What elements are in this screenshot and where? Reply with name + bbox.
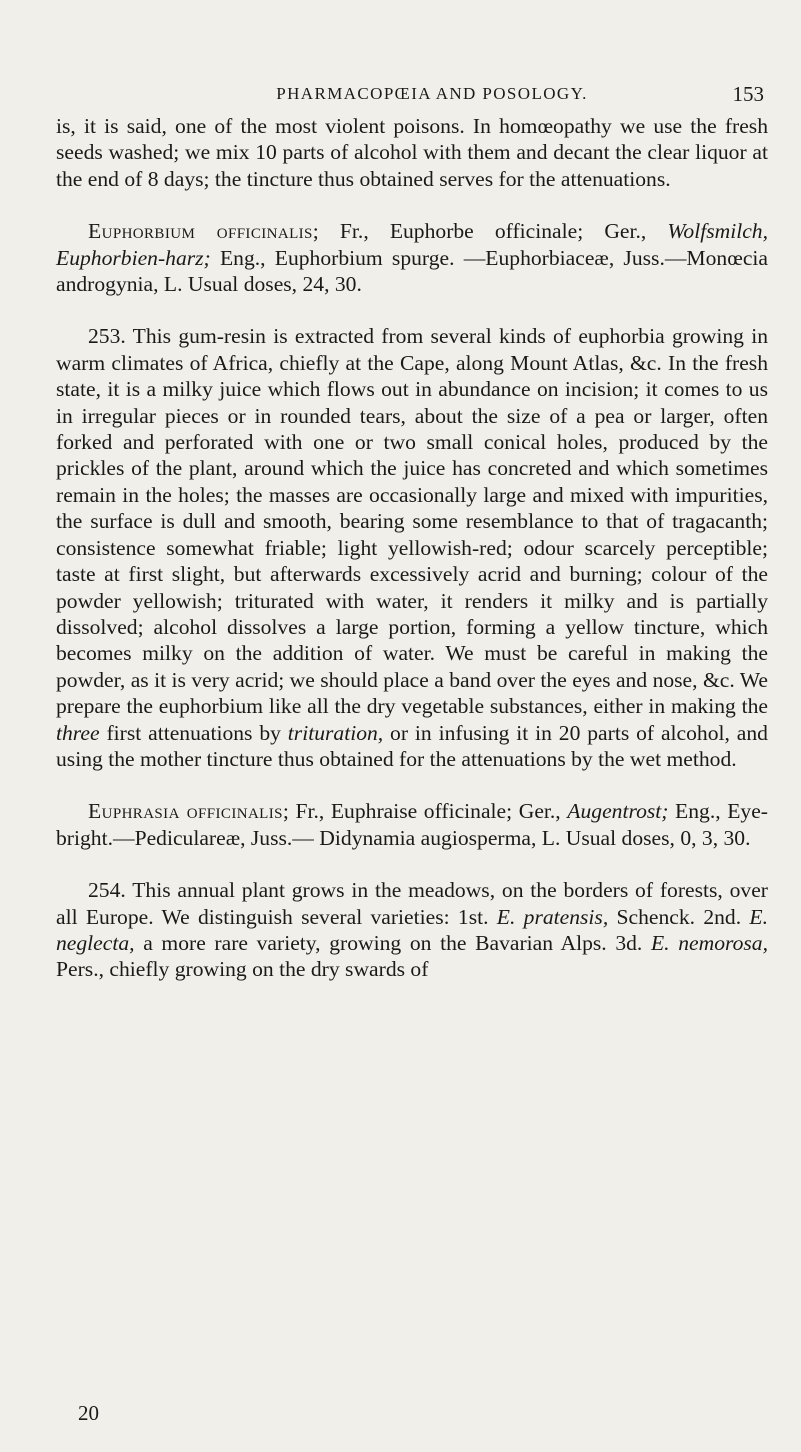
entry-synonyms-1: ; Fr., Euphorbe officinale; Ger.,: [312, 219, 668, 244]
entry-euphorbium: [56, 218, 768, 297]
paragraph-254-b: Schenck. 2nd.: [608, 904, 750, 929]
entry-synonyms-2: Eng., Eye-bright.—Pediculareæ, Juss.— Didynamia augiosperma, L. Usual doses, 0, 3, 30.: [56, 799, 768, 850]
italic-three: three: [56, 720, 100, 745]
page-number: 153: [732, 82, 764, 106]
paragraph-253-end: or in infusing it in 20 parts of alcohol, and using the mother tincture thus obtained for the attenuations by the wet method.: [56, 720, 768, 771]
running-title: PHARMACOPŒIA AND POSOLOGY.: [276, 84, 588, 103]
paragraph-continued: is, it is said, one of the most violent poisons. In homœopathy we use the fresh seeds washed; we mix 10 parts of alcohol with them and decant the clear liquor at the end of 8 days; the tincture thus obtained serves for the attenuations.: [56, 114, 768, 191]
book-page: [56, 0, 768, 1452]
entry-german-name: Augentrost;: [567, 799, 669, 824]
italic-trituration: trituration,: [287, 720, 384, 745]
paragraph-253-mid: first attenuations by: [99, 720, 288, 745]
paragraph-253: [56, 323, 768, 772]
paragraph-253-text: 253. This gum-resin is extracted from several kinds of euphorbia growing in warm climates of Africa, chiefly at the Cape, along Mount Atlas, &c. In the fresh state, it is a milky juice which flows out in abundance on incision; it comes to us in irregular pieces or in rounded tears, about the size of a pea or larger, often forked and perforated with one or two small conical holes, produced by the prickles of the plant, around which the juice has concreted and which sometimes remain in the holes; the masses are occasionally large and mixed with impurities, the surface is dull and smooth, bearing some resemblance to that of tragacanth; consistence somewhat friable; light yellowish-red; odour scarcely perceptible; taste at first slight, but afterwards excessively acrid and burning; colour of the powder yellowish; triturated with water, it renders it milky and is partially dissolved; alcohol dissolves a large portion, forming a yellow tincture, which becomes milky on the addition of water. We must be careful in making the powder, as it is very acrid; we should place a band over the eyes and nose, &c. We prepare the euphorbium like all the dry vegetable substances, either in making the: [56, 324, 768, 719]
entry-german-name: Wolfsmilch, Euphorbien-harz;: [56, 219, 768, 270]
signature-mark: 20: [78, 1401, 99, 1425]
species-neglecta: E. neglecta,: [56, 904, 768, 955]
body-text: [56, 113, 768, 983]
species-pratensis: E. pratensis,: [496, 904, 609, 929]
entry-name-euphorbium: Euphorbium officinalis: [88, 219, 313, 244]
species-nemorosa: E. nemorosa,: [650, 930, 768, 955]
entry-name-euphrasia: Euphrasia officinalis: [88, 799, 283, 824]
paragraph-254-a: 254. This annual plant grows in the meadows, on the borders of forests, over all Europe. We distinguish several varieties: 1st.: [56, 878, 768, 929]
paragraph-254: [56, 877, 768, 983]
entry-synonyms-1: ; Fr., Euphraise officinale; Ger.,: [282, 799, 568, 824]
running-head: [56, 84, 768, 110]
entry-synonyms-2: Eng., Euphorbium spurge. —Euphorbiaceæ, Juss.—Monœcia androgynia, L. Usual doses, 24, 30.: [56, 245, 768, 297]
entry-euphrasia: [56, 798, 768, 851]
paragraph-254-d: Pers., chiefly growing on the dry swards of: [56, 957, 429, 982]
paragraph-254-c: a more rare variety, growing on the Bavarian Alps. 3d.: [134, 930, 651, 955]
